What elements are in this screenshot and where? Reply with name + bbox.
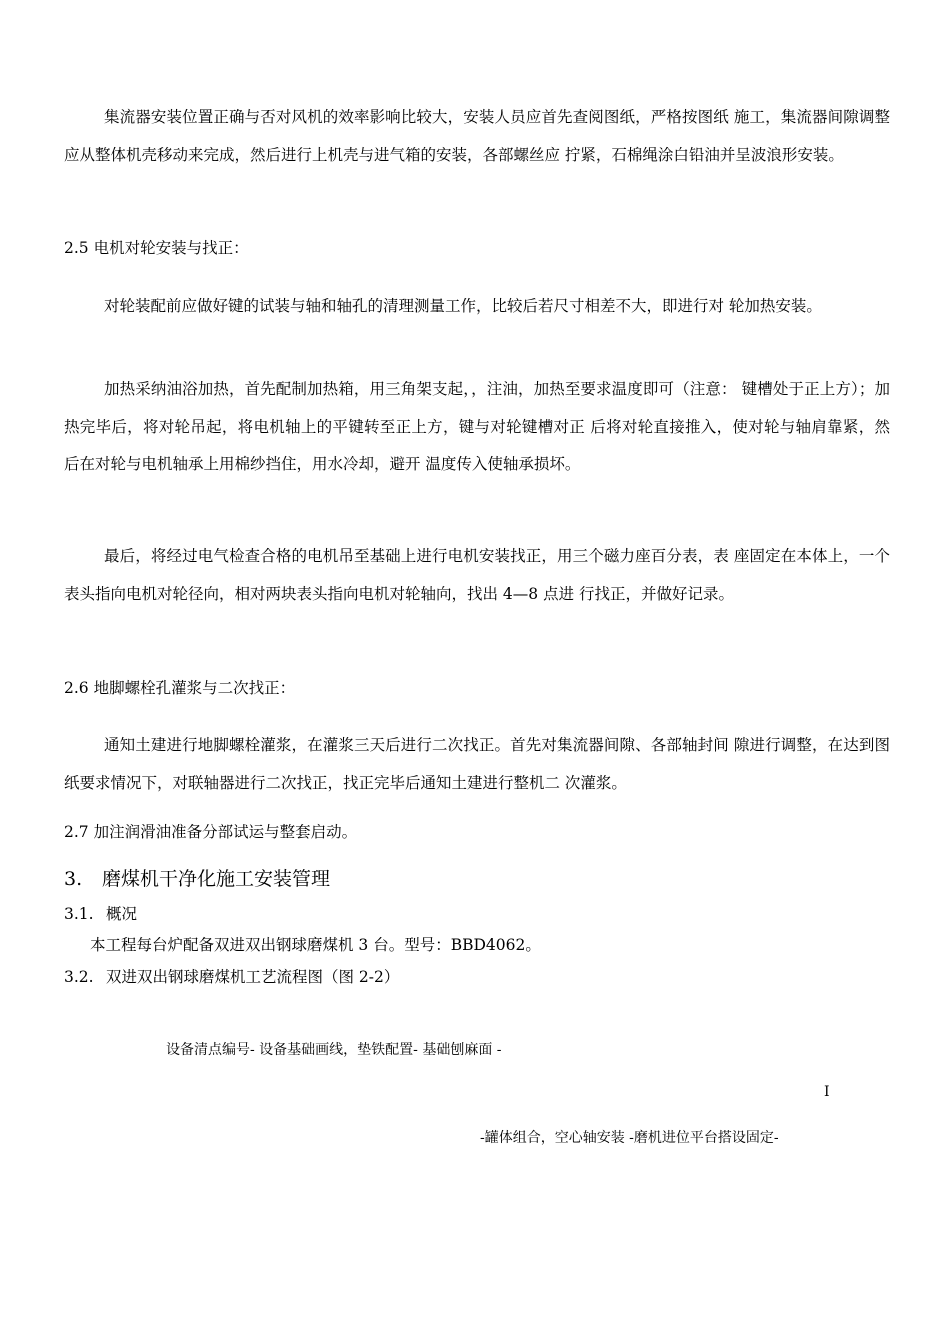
section-3-heading [64,866,330,892]
paragraph-collector-installation: 集流器安装位置正确与否对风机的效率影响比较大，安装人员应首先查阅图纸，严格按图纸 施工，集流器间隙调整应从整体机壳移动来完成，然后进行上机壳与进气箱的安装，各部螺丝应 拧紧，石棉绳涂白铅油并呈波浪形安装。 [64,108,890,164]
heading-2-7: 2.7 加注润滑油准备分部试运与整套启动。 [64,823,358,841]
paragraph-oil-bath-heating: 加热采纳油浴加热，首先配制加热箱，用三角架支起，，注油，加热至要求温度即可（注意： 键槽处于正上方）；加热完毕后，将对轮吊起，将电机轴上的平键转至正上方，键与对轮键槽对正 后将对轮直接推入，使对轮与轴肩靠紧，然后在对轮与电机轴承上用棉纱挡住，用水冷却，避开 温度传入使轴承损坏。 [64,380,890,473]
flow-line-1: 设备清点编号- 设备基础画线，垫铁配置- 基础刨麻面 - [166,1042,502,1058]
section-3-1-title: 概况 [106,905,138,923]
paragraph-motor-alignment: 最后，将经过电气检查合格的电机吊至基础上进行电机安装找正，用三个磁力座百分表，表 座固定在本体上，一个表头指向电机对轮径向，相对两块表头指向电机对轮轴向，找出 4—8 点进 行找正，并做好记录。 [64,547,890,603]
section-3-2-number: 3.2. [64,968,94,986]
heading-2-6: 2.6 地脚螺栓孔灌浆与二次找正： [64,679,296,697]
section-3-number: 3. [64,868,83,890]
section-3-1-body: 本工程每台炉配备双进双出钢球磨煤机 3 台。型号：BBD4062。 [90,936,541,954]
section-3-2-title: 双进双出钢球磨煤机工艺流程图（图 2-2） [106,968,400,986]
section-3-title: 磨煤机干净化施工安装管理 [102,868,331,890]
section-3-1-heading [64,903,137,925]
section-3-2-heading [64,966,399,988]
heading-2-5: 2.5 电机对轮安装与找正： [64,239,249,257]
section-3-1-number: 3.1. [64,905,94,923]
paragraph-grouting: 通知土建进行地脚螺栓灌浆，在灌浆三天后进行二次找正。首先对集流器间隙、各部轴封间 隙进行调整，在达到图纸要求情况下，对联轴器进行二次找正，找正完毕后通知土建进行整机二 次灌浆。 [64,736,890,792]
flow-line-2: -罐体组合，空心轴安装 -磨机进位平台搭设固定- [480,1130,779,1146]
flow-marker: I [824,1084,830,1100]
paragraph-coupling-assembly: 对轮装配前应做好键的试装与轴和轴孔的清理测量工作，比较后若尺寸相差不大，即进行对 轮加热安装。 [104,297,822,315]
